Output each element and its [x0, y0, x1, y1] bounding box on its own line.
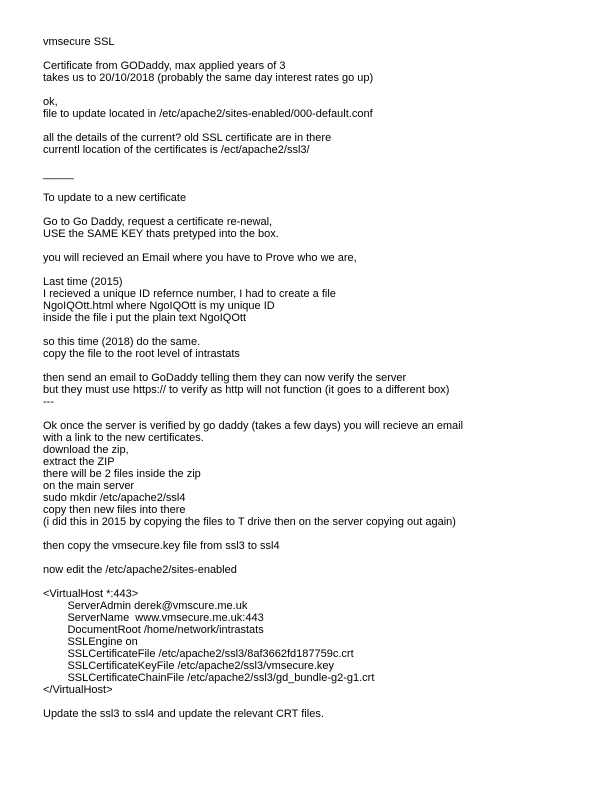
text-line: SSLCertificateFile /etc/apache2/ssl3/8af3662fd187759c.crt [43, 648, 354, 660]
text-line: vmsecure SSL [43, 36, 115, 48]
text-line: To update to a new certificate [43, 192, 187, 204]
text-line [43, 360, 592, 372]
text-line: ServerName www.vmsecure.me.uk:443 [43, 612, 264, 624]
text-line: inside the file i put the plain text NgoIQOtt [43, 312, 247, 324]
text-line: </VirtualHost> [43, 684, 113, 696]
text-line: ServerAdmin derek@vmscure.me.uk [43, 600, 248, 612]
text-line [43, 48, 592, 60]
text-line: SSLCertificateChainFile /etc/apache2/ssl3/gd_bundle-g2-g1.crt [43, 672, 375, 684]
text-line: takes us to 20/10/2018 (probably the same day interest rates go up) [43, 72, 374, 84]
text-line: _____ [43, 168, 74, 180]
text-line: file to update located in /etc/apache2/sites-enabled/000-default.conf [43, 108, 373, 120]
text-line [43, 264, 592, 276]
text-line: then send an email to GoDaddy telling them they can now verify the server [43, 372, 407, 384]
text-line: Ok once the server is verified by go daddy (takes a few days) you will recieve an email [43, 420, 464, 432]
text-line: but they must use https:// to verify as http will not function (it goes to a different box) [43, 384, 450, 396]
text-line: USE the SAME KEY thats pretyped into the box. [43, 228, 279, 240]
text-line: Update the ssl3 to ssl4 and update the relevant CRT files. [43, 708, 324, 720]
text-line: then copy the vmsecure.key file from ssl3 to ssl4 [43, 540, 280, 552]
text-line: DocumentRoot /home/network/intrastats [43, 624, 264, 636]
text-line: ok, [43, 96, 58, 108]
text-line: all the details of the current? old SSL certificate are in there [43, 132, 332, 144]
text-line [43, 528, 592, 540]
text-line: extract the ZIP [43, 456, 115, 468]
text-line: so this time (2018) do the same. [43, 336, 201, 348]
text-line [43, 240, 592, 252]
text-line [43, 84, 592, 96]
text-line: SSLEngine on [43, 636, 138, 648]
text-line [43, 204, 592, 216]
text-line [43, 156, 592, 168]
text-line: you will recieved an Email where you have to Prove who we are, [43, 252, 357, 264]
text-line: now edit the /etc/apache2/sites-enabled [43, 564, 237, 576]
text-line: SSLCertificateKeyFile /etc/apache2/ssl3/vmsecure.key [43, 660, 335, 672]
text-line: <VirtualHost *:443> [43, 588, 139, 600]
text-line: copy the file to the root level of intrastats [43, 348, 240, 360]
document-text [43, 36, 592, 720]
text-line: with a link to the new certificates. [43, 432, 204, 444]
text-line [43, 120, 592, 132]
text-line [43, 408, 592, 420]
text-line [43, 576, 592, 588]
text-line: sudo mkdir /etc/apache2/ssl4 [43, 492, 186, 504]
text-line: Last time (2015) [43, 276, 123, 288]
text-line [43, 324, 592, 336]
text-line: on the main server [43, 480, 135, 492]
text-line: there will be 2 files inside the zip [43, 468, 201, 480]
text-line [43, 696, 592, 708]
text-line: I recieved a unique ID refernce number, I had to create a file [43, 288, 336, 300]
text-line: --- [43, 396, 54, 408]
text-line: Certificate from GODaddy, max applied years of 3 [43, 60, 286, 72]
text-line [43, 552, 592, 564]
text-line: copy then new files into there [43, 504, 186, 516]
text-line: Go to Go Daddy, request a certificate re-newal, [43, 216, 273, 228]
text-line: download the zip, [43, 444, 129, 456]
text-line: NgoIQOtt.html where NgoIQOtt is my unique ID [43, 300, 275, 312]
text-line: (i did this in 2015 by copying the files to T drive then on the server copying out again) [43, 516, 456, 528]
text-line [43, 180, 592, 192]
text-line: currentl location of the certificates is /ect/apache2/ssl3/ [43, 144, 310, 156]
